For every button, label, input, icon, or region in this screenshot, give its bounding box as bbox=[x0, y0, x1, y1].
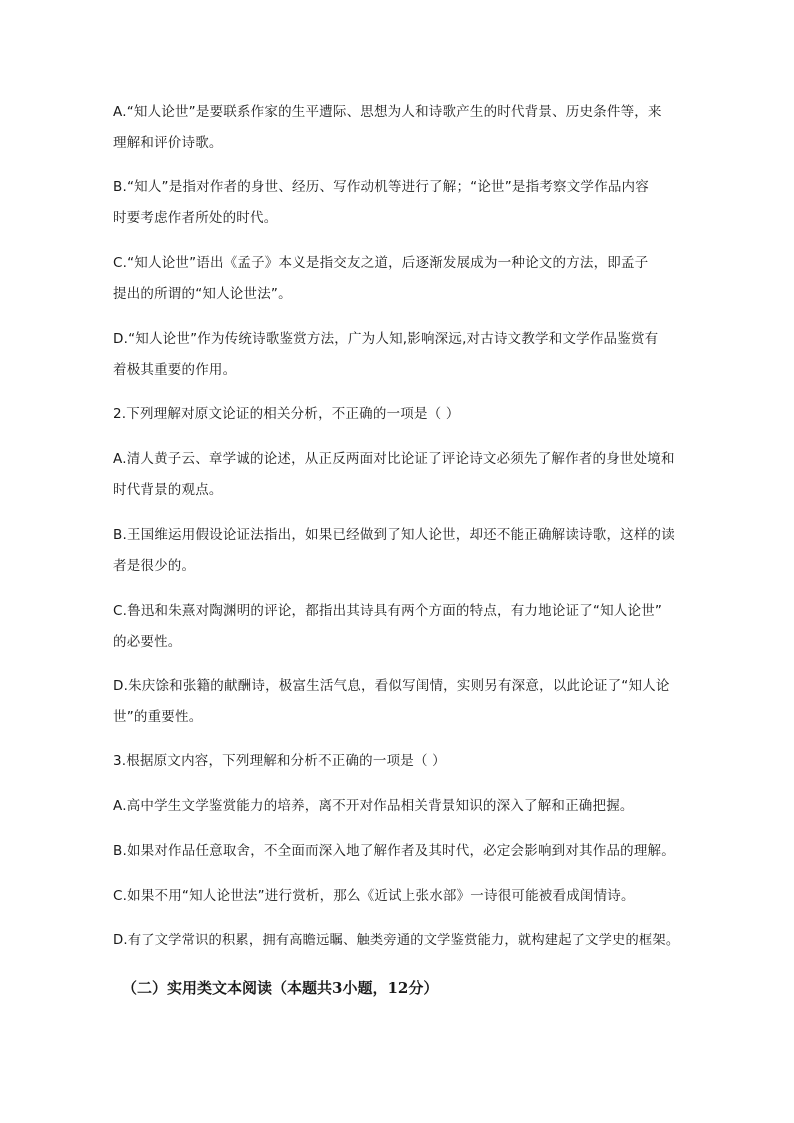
question-2-stem bbox=[113, 399, 685, 430]
question-3-stem bbox=[113, 746, 685, 777]
text-line: 时要考虑作者所处的时代。 bbox=[113, 210, 278, 226]
q1-option-c bbox=[113, 248, 685, 310]
text-line: 理解和评价诗歌。 bbox=[113, 135, 223, 151]
text-line: A.清人黄子云、章学诚的论述，从正反两面对比论证了评论诗文必须先了解作者的身世处境和 bbox=[113, 451, 675, 467]
q2-option-a bbox=[113, 444, 685, 506]
text-line: 者是很少的。 bbox=[113, 558, 196, 574]
text-line: 世”的重要性。 bbox=[113, 709, 203, 725]
text-line: D.“知人论世”作为传统诗歌鉴赏方法，广为人知,影响深远,对古诗文教学和文学作品鉴赏有 bbox=[113, 331, 659, 347]
text-line: 着极其重要的作用。 bbox=[113, 362, 237, 378]
text-line: B.如果对作品任意取舍，不全面而深入地了解作者及其时代，必定会影响到对其作品的理解。 bbox=[113, 843, 675, 859]
text-line: C.如果不用“知人论世法”进行赏析，那么《近试上张水部》一诗很可能被看成闺情诗。 bbox=[113, 888, 635, 904]
q3-option-d bbox=[113, 925, 685, 956]
text-line: C.鲁迅和朱熹对陶渊明的评论，都指出其诗具有两个方面的特点，有力地论证了“知人论世” bbox=[113, 603, 663, 619]
q2-option-d bbox=[113, 671, 685, 733]
text-line: C.“知人论世”语出《孟子》本义是指交友之道，后逐渐发展成为一种论文的方法，即孟子 bbox=[113, 255, 649, 271]
q2-option-c bbox=[113, 596, 685, 658]
text-line: D.有了文学常识的积累，拥有高瞻远瞩、触类旁通的文学鉴赏能力，就构建起了文学史的框架。 bbox=[113, 933, 680, 948]
text-line: B.王国维运用假设论证法指出，如果已经做到了知人论世，却还不能正确解读诗歌，这样的读 bbox=[113, 527, 675, 543]
text-line: 提出的所谓的“知人论世法”。 bbox=[113, 286, 292, 302]
text-line: D.朱庆馀和张籍的献酬诗，极富生活气息，看似写闺情，实则另有深意，以此论证了“知人论 bbox=[113, 678, 670, 694]
q3-option-c bbox=[113, 881, 685, 912]
text-line: 3.根据原文内容，下列理解和分析不正确的一项是（ ） bbox=[113, 753, 446, 769]
q3-option-a bbox=[113, 791, 685, 822]
q1-option-a bbox=[113, 97, 685, 159]
q3-option-b bbox=[113, 836, 685, 867]
q1-option-b bbox=[113, 172, 685, 234]
text-line: 时代背景的观点。 bbox=[113, 482, 223, 498]
text-line: B.“知人”是指对作者的身世、经历、写作动机等进行了解；“论世”是指考察文学作品内容 bbox=[113, 179, 649, 195]
section-heading: （二）实用类文本阅读（本题共3小题，12分） bbox=[122, 979, 439, 997]
q1-option-d bbox=[113, 324, 685, 386]
text-line: A.高中学生文学鉴赏能力的培养，离不开对作品相关背景知识的深入了解和正确把握。 bbox=[113, 798, 634, 814]
text-line: 的必要性。 bbox=[113, 634, 182, 650]
text-line: 2.下列理解对原文论证的相关分析，不正确的一项是（ ） bbox=[113, 406, 460, 422]
text-line: A.“知人论世”是要联系作家的生平遭际、思想为人和诗歌产生的时代背景、历史条件等，来 bbox=[113, 104, 662, 120]
q2-option-b bbox=[113, 520, 685, 582]
